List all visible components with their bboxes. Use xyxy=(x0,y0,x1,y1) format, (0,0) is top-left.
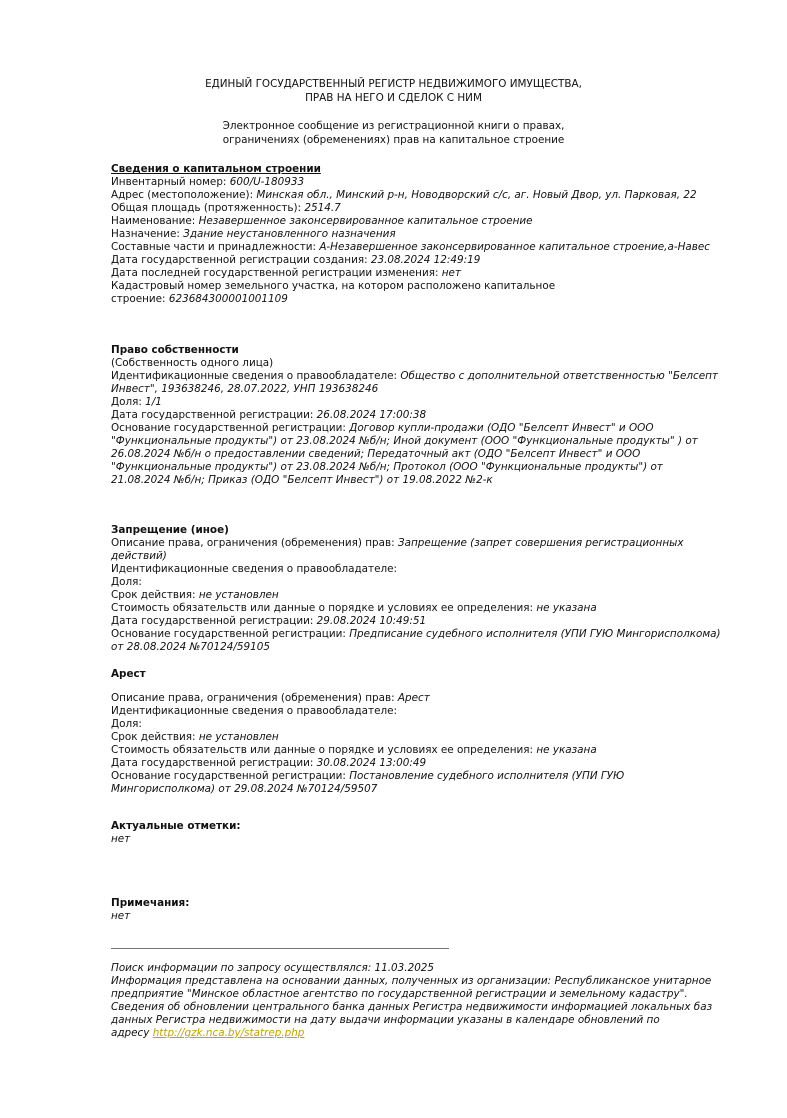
cadastral-label-line: Кадастровый номер земельного участка, на котором расположено капитальное xyxy=(111,280,556,292)
marks-value: нет xyxy=(111,833,131,845)
address-row xyxy=(111,189,697,202)
prohibition-regdate-value: 29.08.2024 10:49:51 xyxy=(316,615,427,627)
arrest-desc-label: Описание права, ограничения (обременения) прав: xyxy=(111,692,398,704)
prohibition-share-label: Доля: xyxy=(111,576,142,588)
created-value: 23.08.2024 12:49:19 xyxy=(370,254,481,266)
arrest-cost-label: Стоимость обязательств или данные о порядке и условиях ее определения: xyxy=(111,744,537,756)
prohibition-desc-value: Запрещение (запрет совершения регистрационных xyxy=(397,537,684,549)
arrest-desc-row xyxy=(111,692,430,705)
share-value: 1/1 xyxy=(145,396,162,408)
prohibition-basis-cont: от 28.08.2024 №70124/59105 xyxy=(111,641,270,653)
cadastral-value: 623684300001001109 xyxy=(168,293,288,305)
ownership-regdate-label: Дата государственной регистрации: xyxy=(111,409,317,421)
name-row xyxy=(111,215,533,228)
prohibition-basis-label: Основание государственной регистрации: xyxy=(111,628,350,640)
share-label: Доля: xyxy=(111,396,146,408)
purpose-row xyxy=(111,228,396,241)
share-row xyxy=(111,396,162,409)
footer-source-line-2: предприятие "Минское областное агентство по государственной регистрации и земельному кадастру". xyxy=(111,988,688,1000)
area-label: Общая площадь (протяженность): xyxy=(111,202,305,214)
prohibition-term-row xyxy=(111,589,279,602)
footer-source-line-1: Информация представлена на основании данных, полученных из организации: Республиканское унитарное xyxy=(111,975,712,987)
arrest-regdate-value: 30.08.2024 13:00:49 xyxy=(316,757,427,769)
notes-value: нет xyxy=(111,910,131,922)
arrest-cost-row xyxy=(111,744,597,757)
prohibition-desc-row xyxy=(111,537,683,550)
parts-label: Составные части и принадлежности: xyxy=(111,241,320,253)
footer-link-prefix: адресу xyxy=(111,1027,153,1039)
name-label: Наименование: xyxy=(111,215,199,227)
prohibition-regdate-row xyxy=(111,615,426,628)
ownership-basis-line-3: 26.08.2024 №б/н о предоставлении сведений; Передаточный акт (ОДО "Белсепт Инвест" и ООО xyxy=(111,448,641,460)
statrep-link[interactable]: http://gzk.nca.by/statrep.php xyxy=(152,1027,305,1039)
arrest-holder-label: Идентификационные сведения о правообладателе: xyxy=(111,705,398,717)
purpose-value: Здание неустановленного назначения xyxy=(183,228,396,240)
prohibition-cost-label: Стоимость обязательств или данные о порядке и условиях ее определения: xyxy=(111,602,537,614)
cadastral-label: строение: xyxy=(111,293,169,305)
footer-update-line-2: данных Регистра недвижимости на дату выдачи информации указаны в календаре обновлений по xyxy=(111,1014,660,1026)
ownership-basis-line-4: "Функциональные продукты") от 23.08.2024 №б/н; Протокол (ООО "Функциональные продукты") от xyxy=(111,461,663,473)
inventory-value: 600/U-180933 xyxy=(229,176,305,188)
document-title xyxy=(0,77,787,105)
ownership-basis-line-2: "Функциональные продукты") от 23.08.2024 №б/н; Иной документ (ООО "Функциональные продукты" ) от xyxy=(111,435,698,447)
area-row xyxy=(111,202,341,215)
notes-heading: Примечания: xyxy=(111,897,190,909)
prohibition-cost-value: не указана xyxy=(536,602,597,614)
parts-row xyxy=(111,241,710,254)
name-value: Незавершенное законсервированное капитальное строение xyxy=(198,215,533,227)
ownership-basis-line-5: 21.08.2024 №б/н; Приказ (ОДО "Белсепт Инвест") от 19.08.2022 №2-к xyxy=(111,474,493,486)
created-label: Дата государственной регистрации создания: xyxy=(111,254,371,266)
parts-value: А-Незавершенное законсервированное капитальное строение,а-Навес xyxy=(319,241,711,253)
prohibition-holder-label: Идентификационные сведения о правообладателе: xyxy=(111,563,398,575)
footer-link-row xyxy=(111,1027,304,1040)
owner-row xyxy=(111,370,718,383)
arrest-desc-value: Арест xyxy=(397,692,430,704)
prohibition-basis-value: Предписание судебного исполнителя (УПИ ГУЮ Мингорисполкома) xyxy=(349,628,721,640)
prohibition-desc-cont: действий) xyxy=(111,550,167,562)
arrest-regdate-label: Дата государственной регистрации: xyxy=(111,757,317,769)
address-label: Адрес (местоположение): xyxy=(111,189,257,201)
lastchange-label: Дата последней государственной регистрации изменения: xyxy=(111,267,442,279)
marks-heading: Актуальные отметки: xyxy=(111,820,241,832)
prohibition-term-value: не установлен xyxy=(198,589,279,601)
footer-divider xyxy=(111,948,449,949)
arrest-term-value: не установлен xyxy=(198,731,279,743)
cadastral-row xyxy=(111,293,288,306)
arrest-basis-value: Постановление судебного исполнителя (УПИ ГУЮ xyxy=(349,770,625,782)
area-value: 2514.7 xyxy=(304,202,341,214)
ownership-type: (Собственность одного лица) xyxy=(111,357,274,369)
prohibition-basis-row xyxy=(111,628,721,641)
arrest-term-row xyxy=(111,731,279,744)
arrest-basis-label: Основание государственной регистрации: xyxy=(111,770,350,782)
ownership-basis-value: Договор купли-продажи (ОДО "Белсепт Инвест" и ООО xyxy=(349,422,654,434)
lastchange-row xyxy=(111,267,461,280)
prohibition-desc-label: Описание права, ограничения (обременения) прав: xyxy=(111,537,398,549)
ownership-basis-row xyxy=(111,422,654,435)
owner-value: Общество с дополнительной ответственностью "Белсепт xyxy=(400,370,718,382)
prohibition-term-label: Срок действия: xyxy=(111,589,199,601)
footer-search-date: Поиск информации по запросу осуществлялся: 11.03.2025 xyxy=(111,962,435,974)
building-heading: Сведения о капитальном строении xyxy=(111,163,321,175)
prohibition-cost-row xyxy=(111,602,597,615)
purpose-label: Назначение: xyxy=(111,228,184,240)
ownership-regdate-row xyxy=(111,409,426,422)
title-line-1: ЕДИНЫЙ ГОСУДАРСТВЕННЫЙ РЕГИСТР НЕДВИЖИМОГО ИМУЩЕСТВА, xyxy=(205,78,582,90)
footer-update-line-1: Сведения об обновлении центрального банка данных Регистра недвижимости информацией локальных баз xyxy=(111,1001,713,1013)
subtitle-line-2: ограничениях (обременениях) прав на капитальное строение xyxy=(222,134,565,146)
owner-label: Идентификационные сведения о правообладателе: xyxy=(111,370,401,382)
subtitle-line-1: Электронное сообщение из регистрационной книги о правах, xyxy=(222,120,565,132)
arrest-cost-value: не указана xyxy=(536,744,597,756)
title-line-2: ПРАВ НА НЕГО И СДЕЛОК С НИМ xyxy=(305,92,482,104)
inventory-row xyxy=(111,176,304,189)
inventory-label: Инвентарный номер: xyxy=(111,176,230,188)
ownership-regdate-value: 26.08.2024 17:00:38 xyxy=(316,409,427,421)
arrest-basis-row xyxy=(111,770,624,783)
arrest-basis-cont: Мингорисполкома) от 29.08.2024 №70124/59507 xyxy=(111,783,378,795)
address-value: Минская обл., Минский р-н, Новодворский с/с, аг. Новый Двор, ул. Парковая, 22 xyxy=(256,189,697,201)
owner-value-cont: Инвест", 193638246, 28.07.2022, УНП 193638246 xyxy=(111,383,379,395)
document-subtitle xyxy=(0,119,787,147)
created-row xyxy=(111,254,480,267)
ownership-basis-label: Основание государственной регистрации: xyxy=(111,422,350,434)
prohibition-regdate-label: Дата государственной регистрации: xyxy=(111,615,317,627)
arrest-share-label: Доля: xyxy=(111,718,142,730)
ownership-heading: Право собственности xyxy=(111,344,239,356)
arrest-term-label: Срок действия: xyxy=(111,731,199,743)
arrest-heading: Арест xyxy=(111,668,146,680)
prohibition-heading: Запрещение (иное) xyxy=(111,524,229,536)
lastchange-value: нет xyxy=(441,267,461,279)
arrest-regdate-row xyxy=(111,757,426,770)
